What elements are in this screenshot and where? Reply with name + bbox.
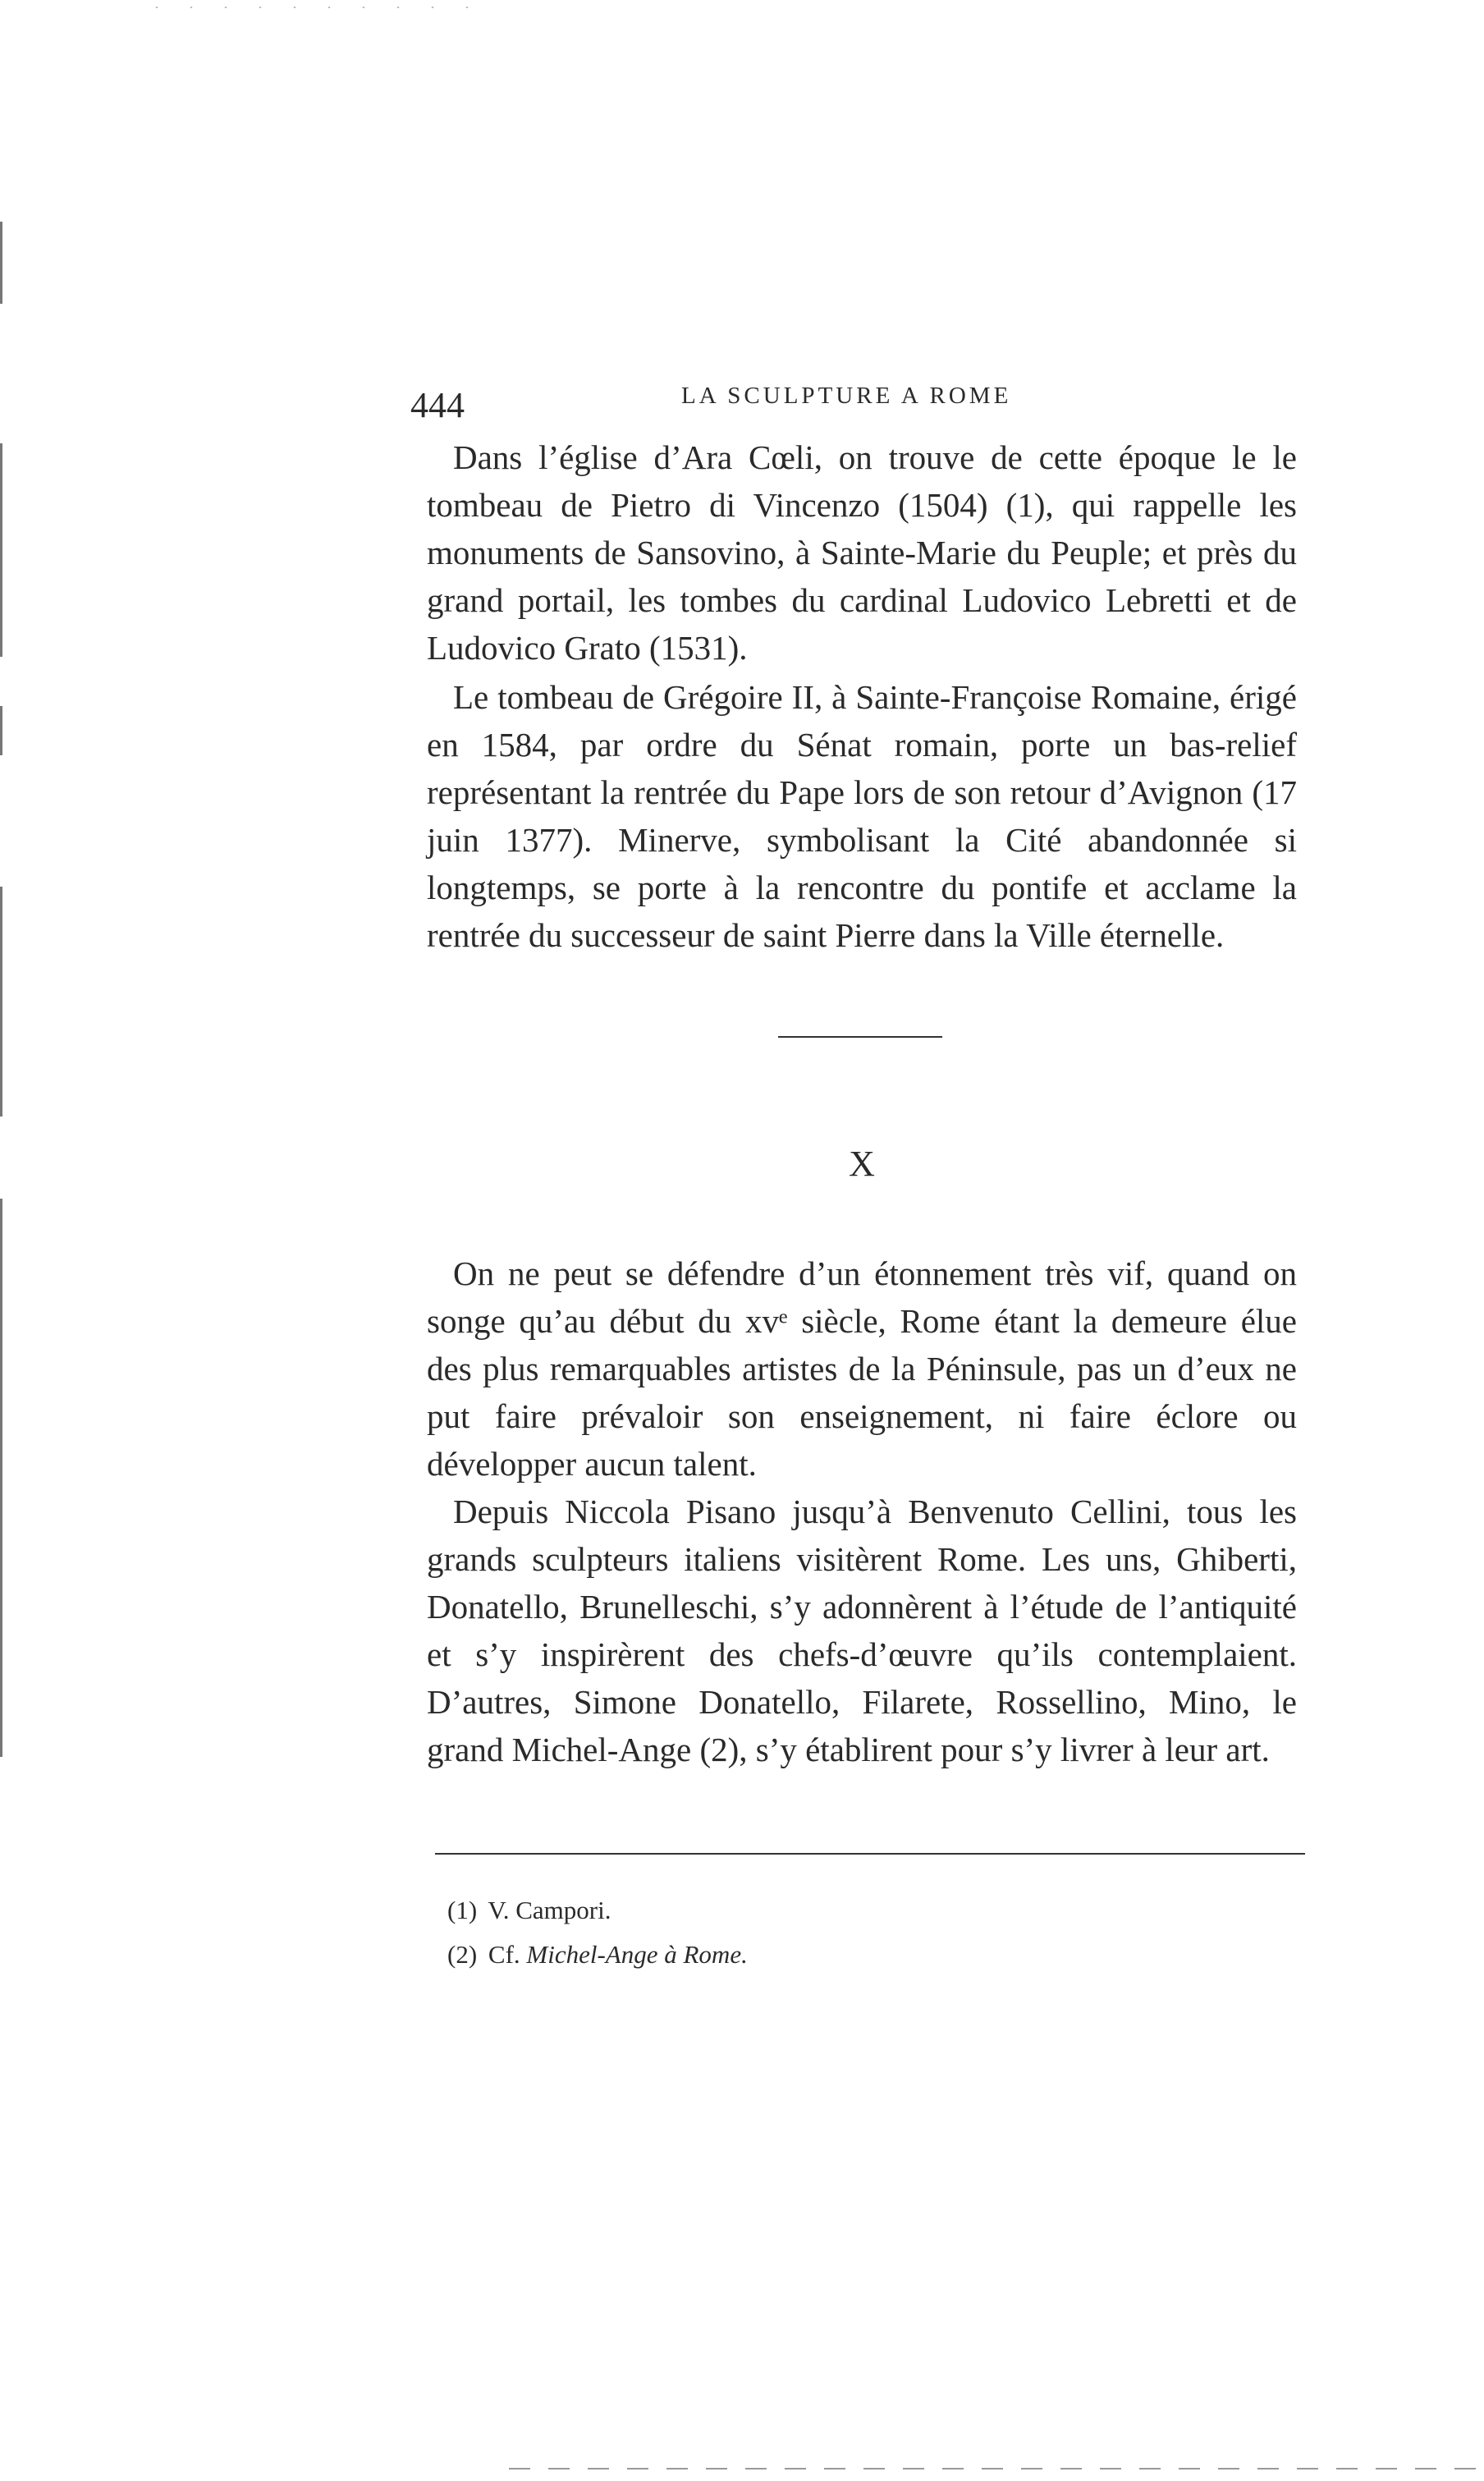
- scan-dots-top: [140, 7, 484, 8]
- paragraph: On ne peut se défendre d’un étonnement très vif, quand on songe qu’au début du xvᵉ siècle, Rome étant la demeure élue des plus remarquables artistes de la Péninsule, pas un d’eux ne put faire prévaloir son enseignement, ni faire éclore ou développer aucun talent.: [427, 1254, 1297, 1483]
- footnote-text: V. Campori.: [488, 1896, 611, 1924]
- scan-edge-mark: [0, 1199, 2, 1757]
- paragraph: Depuis Niccola Pisano jusqu’à Benvenuto Cellini, tous les grands sculpteurs italiens visitèrent Rome. Les uns, Ghiberti, Donatello, Brunelleschi, s’y adonnèrent à l’étude de l’antiquité et s’y inspirèrent des chefs-d’œuvre qu’ils contemplaient. D’autres, Simone Donatello, Filarete, Rossellino, Mino, le grand Michel-Ange (2), s’y établirent pour s’y livrer à leur art.: [427, 1493, 1297, 1768]
- page-header: [410, 378, 1313, 427]
- section-divider: [778, 1036, 942, 1038]
- scan-dash-bottom: [509, 2468, 1484, 2470]
- scan-edge-mark: [0, 222, 2, 304]
- running-head: LA SCULPTURE A ROME: [681, 383, 1012, 409]
- scan-edge-mark: [0, 887, 2, 1117]
- footnote: [447, 1933, 748, 1977]
- page-number: 444: [410, 385, 465, 425]
- paragraph: Le tombeau de Grégoire II, à Sainte-Françoise Romaine, érigé en 1584, par ordre du Sénat romain, porte un bas-relief représentant la rentrée du Pape lors de son retour d’Avignon (17 juin 1377). Minerve, symbolisant la Cité abandonnée si longtemps, se porte à la rencontre du pontife et acclame la rentrée du successeur de saint Pierre dans la Ville éternelle.: [427, 678, 1297, 954]
- footnote-prefix: Cf.: [488, 1940, 520, 1969]
- footnote-text: Michel-Ange à Rome.: [526, 1940, 748, 1969]
- footnotes: [447, 1888, 748, 1977]
- paragraph: Dans l’église d’Ara Cœli, on trouve de cette époque le le tombeau de Pietro di Vincenzo (1504) (1), qui rappelle les monuments de Sansovino, à Sainte-Marie du Peuple; et près du grand portail, les tombes du cardinal Ludovico Lebretti et de Ludovico Grato (1531).: [427, 438, 1297, 667]
- footnote: [447, 1888, 748, 1933]
- footnote-separator: [435, 1853, 1305, 1855]
- footnote-marker: (1): [447, 1896, 478, 1924]
- scan-edge-mark: [0, 706, 2, 755]
- footnote-marker: (2): [447, 1940, 478, 1969]
- section-heading: X: [849, 1144, 875, 1184]
- scan-edge-mark: [0, 443, 2, 657]
